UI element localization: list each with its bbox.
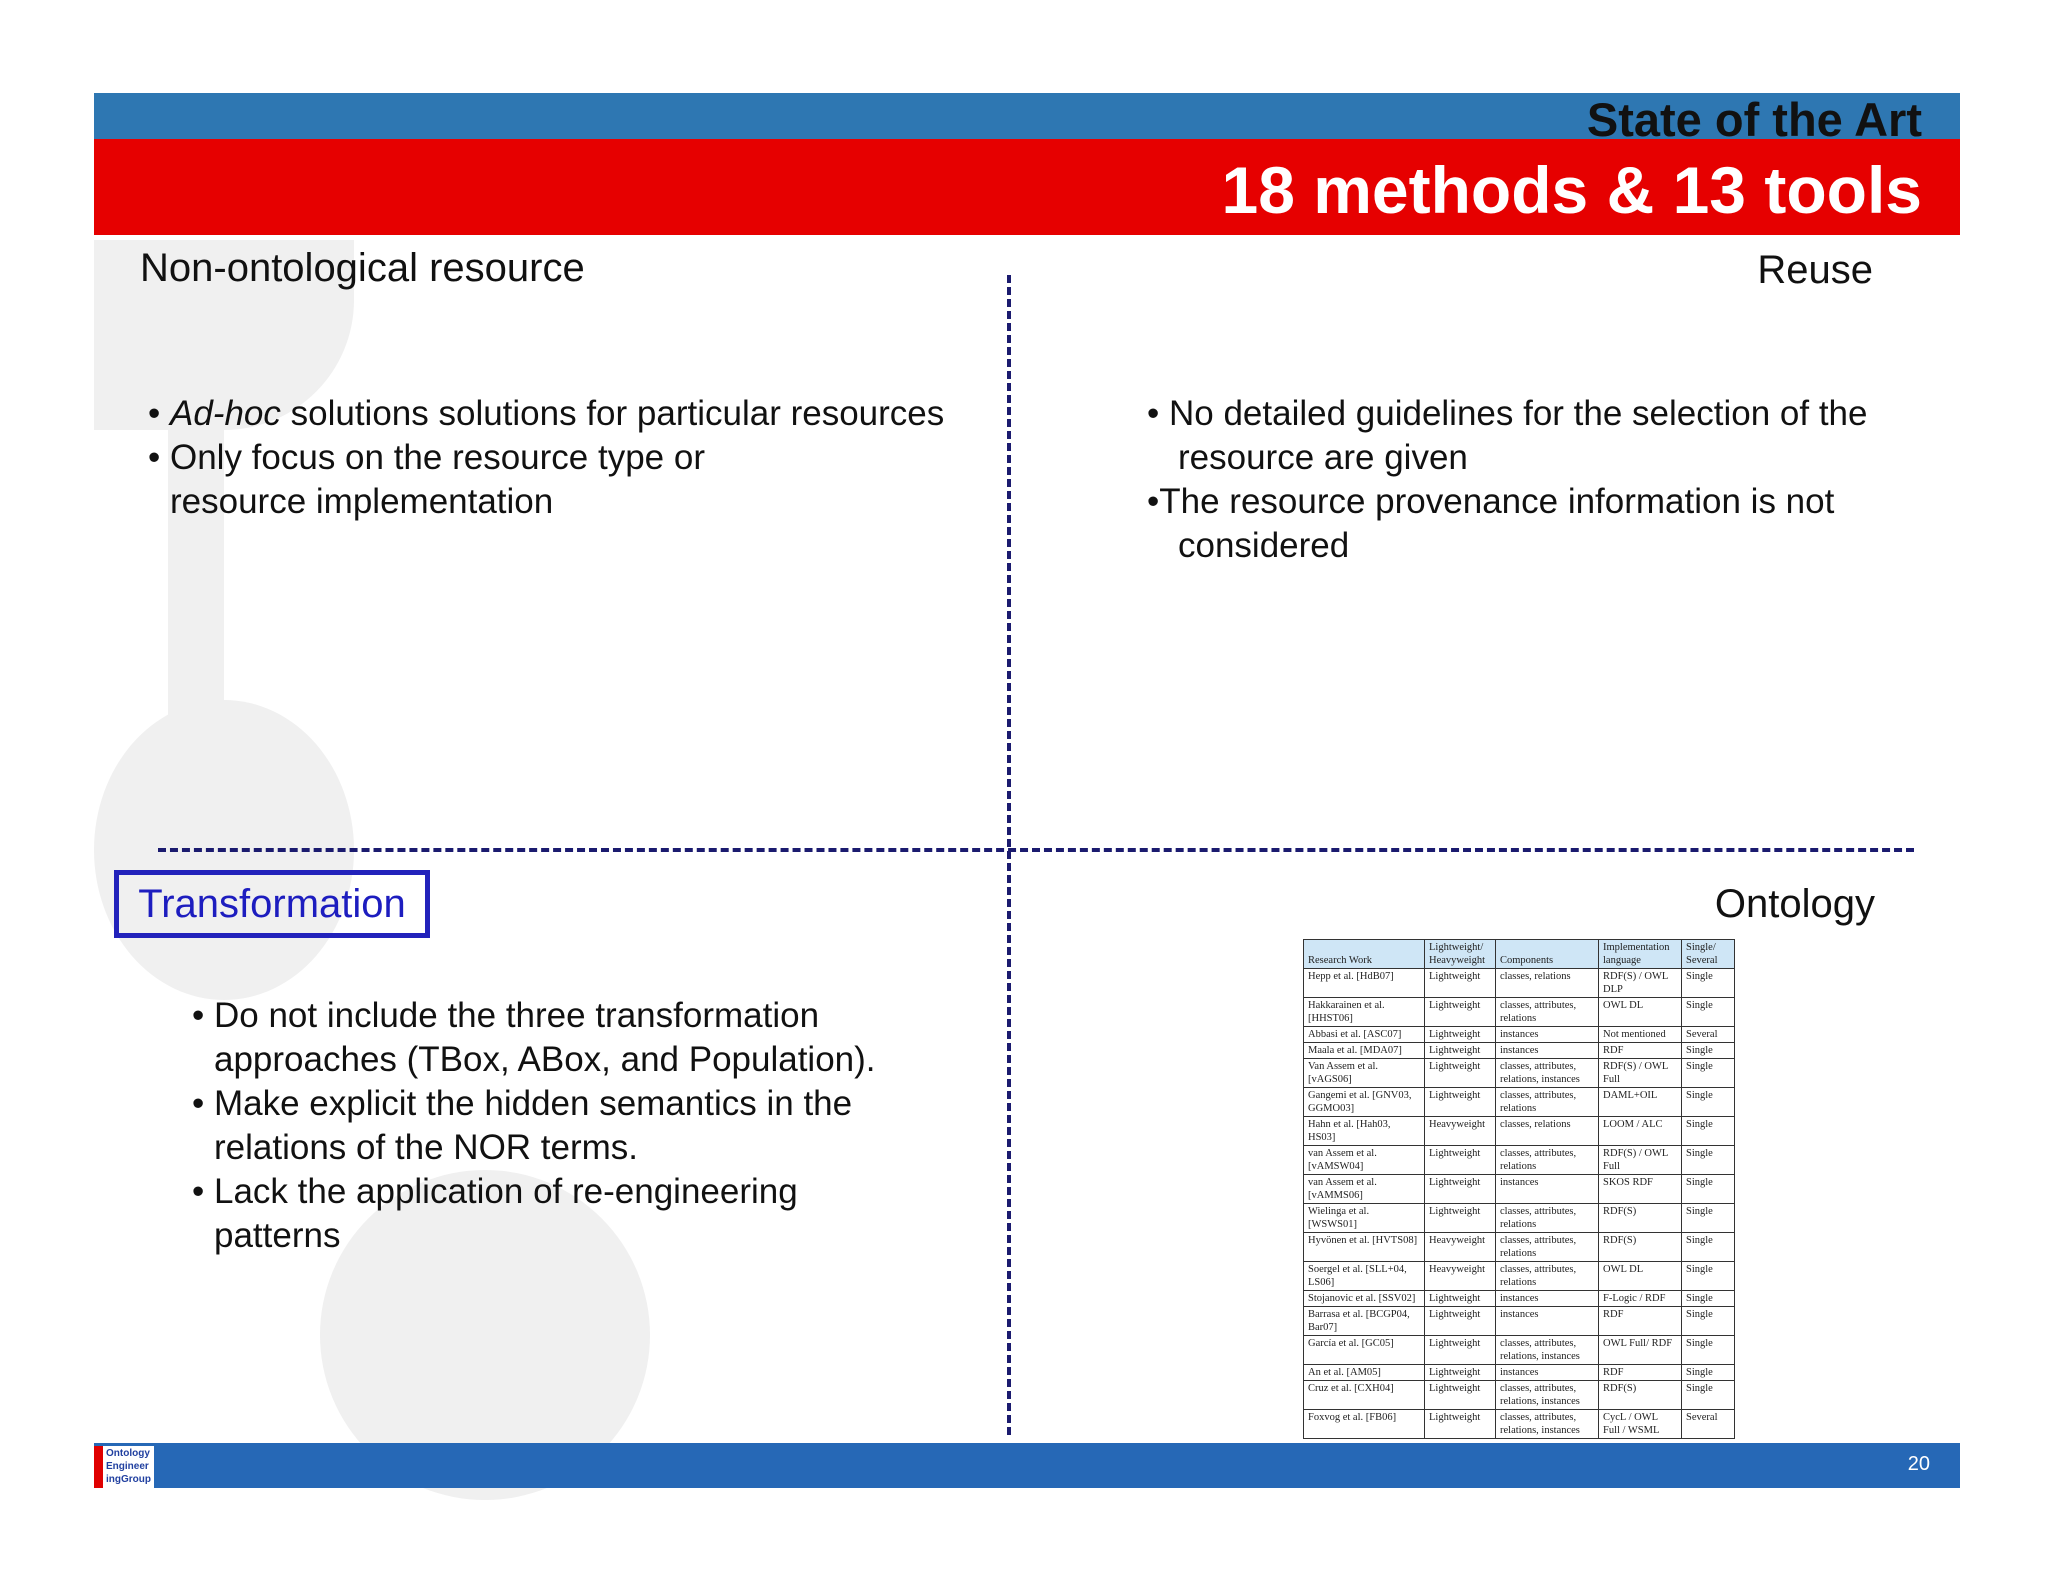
table-cell: RDF(S) / OWL Full [1599,1146,1682,1175]
horizontal-divider [158,848,1914,852]
bullets-non-ontological-resource [148,392,944,524]
table-cell: Single [1682,1381,1735,1410]
label-non-ontological-resource: Non-ontological resource [140,246,585,290]
logo-red-stripe [94,1446,103,1488]
table-cell: Lightweight [1425,1043,1496,1059]
bullet-line: approaches (TBox, ABox, and Population). [214,1040,876,1079]
table-cell: Heavyweight [1425,1117,1496,1146]
table-cell: Single [1682,1088,1735,1117]
table-cell: An et al. [AM05] [1304,1365,1425,1381]
label-transformation: Transformation [138,881,406,926]
table-cell: RDF [1599,1043,1682,1059]
table-cell: Lightweight [1425,1204,1496,1233]
bullet-line: • Do not include the three transformation [192,996,820,1035]
table-cell: Not mentioned [1599,1027,1682,1043]
bullet-line: • Ad-hoc solutions solutions for particular resources [148,394,945,433]
table-cell: RDF [1599,1365,1682,1381]
table-cell: classes, attributes, relations [1496,998,1599,1027]
bullet-line: considered [1178,526,1350,565]
table-cell: F-Logic / RDF [1599,1291,1682,1307]
table-cell: Wielinga et al. [WSWS01] [1304,1204,1425,1233]
table-row [1304,1410,1735,1439]
table-cell: Hyvönen et al. [HVTS08] [1304,1233,1425,1262]
table-cell: Soergel et al. [SLL+04, LS06] [1304,1262,1425,1291]
table-cell: Single [1682,1291,1735,1307]
bullet-line: •The resource provenance information is not [1147,482,1835,521]
table-cell: LOOM / ALC [1599,1117,1682,1146]
bullet-line: resource implementation [170,482,554,521]
table-cell: Lightweight [1425,1027,1496,1043]
table-cell: classes, attributes, relations [1496,1233,1599,1262]
table-header-cell: Lightweight/ Heavyweight [1425,940,1496,969]
slide-title: State of the Art [1586,93,1922,146]
table-cell: Single [1682,1233,1735,1262]
table-cell: RDF [1599,1307,1682,1336]
table-cell: Lightweight [1425,1175,1496,1204]
table-cell: Abbasi et al. [ASC07] [1304,1027,1425,1043]
table-cell: Maala et al. [MDA07] [1304,1043,1425,1059]
table-cell: RDF(S) [1599,1381,1682,1410]
table-cell: OWL Full/ RDF [1599,1336,1682,1365]
bullets-reuse [1147,392,1868,568]
table-cell: instances [1496,1027,1599,1043]
table-row [1304,1381,1735,1410]
table-row [1304,998,1735,1027]
table-cell: Single [1682,998,1735,1027]
table-header-cell: Implementation language [1599,940,1682,969]
label-reuse: Reuse [1757,248,1873,292]
table-row [1304,1262,1735,1291]
table-cell: Single [1682,1117,1735,1146]
table-header-cell: Research Work [1304,940,1425,969]
table-cell: classes, attributes, relations [1496,1262,1599,1291]
table-row [1304,1146,1735,1175]
table-header-row [1304,940,1735,969]
table-cell: Single [1682,1175,1735,1204]
table-cell: Single [1682,1307,1735,1336]
table-cell: Single [1682,1336,1735,1365]
vertical-divider [1007,275,1011,1435]
logo-text: Ontology Engineer ingGroup [106,1448,151,1485]
bullet-line: resource are given [1178,438,1468,477]
table-cell: classes, attributes, relations, instances [1496,1410,1599,1439]
table-cell: Lightweight [1425,1336,1496,1365]
research-work-table [1303,939,1735,1439]
table-cell: Single [1682,1043,1735,1059]
table-cell: Hakkarainen et al. [HHST06] [1304,998,1425,1027]
table-row [1304,1175,1735,1204]
table-cell: classes, relations [1496,969,1599,998]
table-cell: van Assem et al. [vAMSW04] [1304,1146,1425,1175]
table-cell: instances [1496,1291,1599,1307]
table-cell: classes, attributes, relations [1496,1204,1599,1233]
table-row [1304,1043,1735,1059]
table-row [1304,1027,1735,1043]
table-cell: Single [1682,1204,1735,1233]
table-cell: Lightweight [1425,1146,1496,1175]
table-row [1304,1291,1735,1307]
table-row [1304,1307,1735,1336]
table-cell: Heavyweight [1425,1262,1496,1291]
table-cell: Gangemi et al. [GNV03, GGMO03] [1304,1088,1425,1117]
table-row [1304,1088,1735,1117]
bullet-line: patterns [214,1216,341,1255]
table-cell: Lightweight [1425,1307,1496,1336]
italic-term: Ad-hoc [169,394,281,433]
table-cell: SKOS RDF [1599,1175,1682,1204]
label-ontology: Ontology [1714,882,1875,926]
table-cell: Lightweight [1425,969,1496,998]
table-cell: RDF(S) / OWL DLP [1599,969,1682,998]
table-cell: RDF(S) / OWL Full [1599,1059,1682,1088]
table-cell: classes, relations [1496,1117,1599,1146]
table-cell: Lightweight [1425,998,1496,1027]
table-cell: RDF(S) [1599,1204,1682,1233]
table-cell: Lightweight [1425,1088,1496,1117]
bullet-line: • Only focus on the resource type or [148,438,705,477]
table-cell: Barrasa et al. [BCGP04, Bar07] [1304,1307,1425,1336]
label-transformation-box [114,870,430,938]
table-cell: RDF(S) [1599,1233,1682,1262]
table-cell: Hepp et al. [HdB07] [1304,969,1425,998]
table-cell: Hahn et al. [Hah03, HS03] [1304,1117,1425,1146]
footer-bar [94,1443,1960,1488]
table-cell: classes, attributes, relations [1496,1146,1599,1175]
table-cell: instances [1496,1175,1599,1204]
table-cell: van Assem et al. [vAMMS06] [1304,1175,1425,1204]
bullet-line: • No detailed guidelines for the selection of the [1147,394,1868,433]
table-row [1304,1336,1735,1365]
table-cell: classes, attributes, relations, instances [1496,1059,1599,1088]
table-cell: Single [1682,1262,1735,1291]
table-cell: Lightweight [1425,1291,1496,1307]
slide-subtitle: 18 methods & 13 tools [1221,153,1922,227]
table-row [1304,1365,1735,1381]
table-cell: Lightweight [1425,1059,1496,1088]
table-cell: OWL DL [1599,1262,1682,1291]
table-cell: instances [1496,1307,1599,1336]
table-cell: classes, attributes, relations, instances [1496,1381,1599,1410]
table-row [1304,1117,1735,1146]
table-cell: Several [1682,1410,1735,1439]
table-cell: classes, attributes, relations, instances [1496,1336,1599,1365]
bullets-transformation [192,994,876,1258]
table-cell: OWL DL [1599,998,1682,1027]
table-row [1304,1059,1735,1088]
table-cell: Single [1682,969,1735,998]
table-header-cell: Single/ Several [1682,940,1735,969]
table-cell: García et al. [GC05] [1304,1336,1425,1365]
table-cell: Several [1682,1027,1735,1043]
table-header-cell: Components [1496,940,1599,969]
table-cell: Heavyweight [1425,1233,1496,1262]
table-cell: classes, attributes, relations [1496,1088,1599,1117]
table-cell: instances [1496,1043,1599,1059]
bullet-line: • Make explicit the hidden semantics in the [192,1084,853,1123]
table-cell: Cruz et al. [CXH04] [1304,1381,1425,1410]
table-row [1304,1204,1735,1233]
table-row [1304,969,1735,998]
table-cell: Single [1682,1146,1735,1175]
table-cell: Stojanovic et al. [SSV02] [1304,1291,1425,1307]
page-number: 20 [1907,1453,1930,1475]
table-cell: Van Assem et al. [vAGS06] [1304,1059,1425,1088]
table-cell: Single [1682,1059,1735,1088]
table-cell: instances [1496,1365,1599,1381]
table-cell: Lightweight [1425,1381,1496,1410]
table-cell: Lightweight [1425,1410,1496,1439]
bullet-line: relations of the NOR terms. [214,1128,639,1167]
table-body [1304,969,1735,1439]
table-cell: Lightweight [1425,1365,1496,1381]
table-cell: CycL / OWL Full / WSML [1599,1410,1682,1439]
ontology-engineering-group-logo [94,1446,154,1488]
table-row [1304,1233,1735,1262]
table-cell: Foxvog et al. [FB06] [1304,1410,1425,1439]
table-cell: DAML+OIL [1599,1088,1682,1117]
bullet-line: • Lack the application of re-engineering [192,1172,798,1211]
table-cell: Single [1682,1365,1735,1381]
